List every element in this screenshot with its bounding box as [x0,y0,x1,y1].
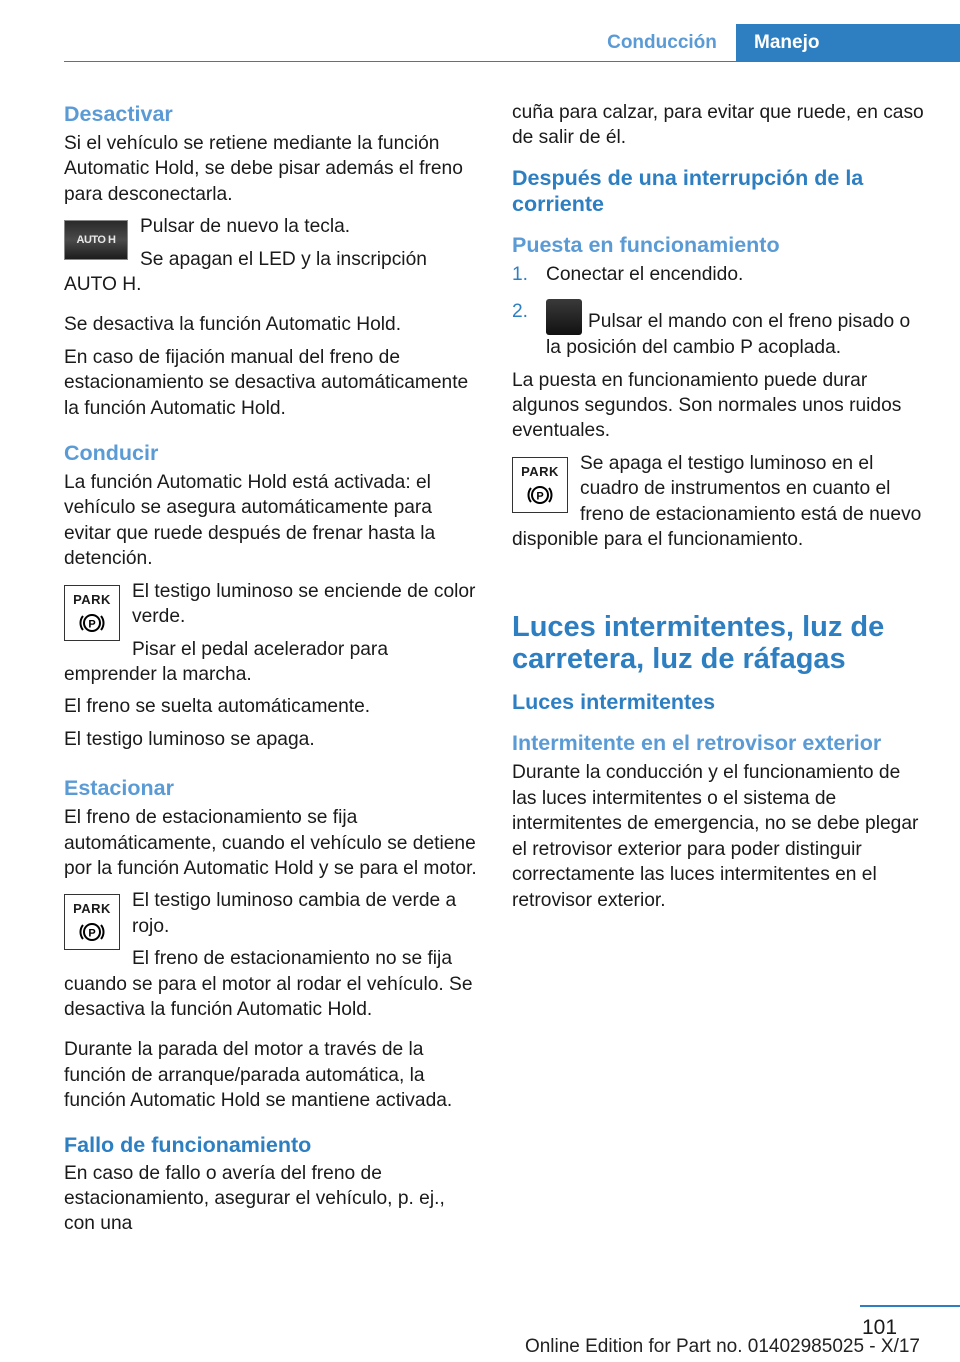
heading-estacionar: Estacionar [64,776,174,801]
footer-rule [860,1305,960,1307]
conducir-icon-block [64,579,478,695]
heading-luces-intermitentes: Luces intermitentes [512,690,716,715]
conducir-p3: El testigo luminoso se apaga. [64,728,315,750]
park-icon-label: PARK [73,901,111,917]
right-continuation: cuña para calzar, para evitar que ruede, en caso de salir de él. [512,102,924,149]
steps-list [512,262,928,361]
estacionar-icon-block [64,888,478,1029]
park-warning-icon [64,585,120,641]
list-item [512,262,928,287]
svg-text:P: P [536,490,544,503]
conducir-step2: Pisar el pedal acelerador para emprender la marcha. [64,638,388,685]
page-header [0,24,960,62]
heading-puesta: Puesta en funcionamiento [512,232,780,257]
list-item [512,299,928,360]
brake-symbol-icon [79,610,105,636]
conducir-intro: La función Automatic Hold está activada: el vehículo se asegura automáticamente para evitar que ruede después de frenar hasta la detención. [64,472,436,570]
parking-brake-switch-icon [546,299,582,335]
estacionar-p2: Durante la parada del motor a través de la función de arranque/parada automática, la función Automatic Hold se mantiene activada. [64,1039,453,1112]
conducir-step1: El testigo luminoso se enciende de color verde. [132,580,476,628]
right-column [512,100,928,920]
auto-h-button-icon: AUTO H [64,220,128,260]
edition-line: Online Edition for Part no. 01402985025 - X/17 [524,1336,920,1357]
fallo-p1: En caso de fallo o avería del freno de estacionamiento, asegurar el vehículo, p. ej., con una [64,1162,445,1235]
header-rule [64,61,960,62]
step-text: Pulsar el mando con el freno pisado o la posición del cambio P acoplada. [546,311,911,359]
heading-retrovisor: Intermitente en el retrovisor exterior [512,731,882,756]
step-number: 2. [512,301,529,323]
brake-symbol-icon [527,482,553,508]
step-text: Conectar el encendido. [546,263,744,285]
estacionar-step2: El freno de estacionamiento no se fija cuando se para el motor al rodar el vehículo. Se desactiva la función Automatic Hold. [64,948,473,1020]
svg-text:P: P [88,927,96,940]
brake-symbol-icon [79,919,105,945]
conducir-p2: El freno se suelta automáticamente. [64,696,371,718]
tab-manejo[interactable] [736,24,960,62]
park-warning-icon [64,894,120,950]
step-number: 1. [512,263,529,285]
svg-text:P: P [88,618,96,631]
desactivar-intro: Si el vehículo se retiene mediante la función Automatic Hold, se debe pisar además el freno para desconectarla. [64,133,463,205]
desactivar-icon-block [64,214,478,304]
interrupcion-p2: Se apaga el testigo luminoso en el cuadro de instrumentos en cuanto el freno de estacionamiento está de nuevo disponible para el funcionamiento. [512,452,922,551]
page-number: 101 [862,1316,898,1339]
park-icon-label: PARK [73,591,111,607]
heading-fallo: Fallo de funcionamiento [64,1132,312,1157]
heading-conducir: Conducir [64,441,159,466]
interrupcion-icon-block [512,451,928,560]
desactivar-step2: Se apagan el LED y la inscripción AUTO H. [64,248,427,296]
desactivar-p2: Se desactiva la función Automatic Hold. [64,314,402,336]
heading-interrupcion: Después de una interrupción de la corriente [512,165,864,216]
estacionar-intro: El freno de estacionamiento se fija automáticamente, cuando el vehículo se detiene por la función Automatic Hold y se para el motor. [64,807,477,879]
desactivar-step1: Pulsar de nuevo la tecla. [140,216,351,238]
desactivar-p3: En caso de fijación manual del freno de estacionamiento se desactiva automáticamente la función Automatic Hold. [64,346,469,419]
left-column [64,100,478,1244]
tab-manejo-label: Manejo [754,32,820,53]
luces-p1: Durante la conducción y el funcionamiento de las luces intermitentes o el sistema de intermitentes de emergencia, no se debe plegar el retrovisor exterior para poder distinguir correctamente las luces intermitentes en el retrovisor exterior. [512,762,919,911]
park-icon-label: PARK [521,463,559,479]
interrupcion-p1: La puesta en funcionamiento puede durar algunos segundos. Son normales unos ruidos eventuales. [512,369,902,442]
heading-luces: Luces intermitentes, luz de carretera, luz de ráfagas [512,611,885,676]
park-warning-icon [512,457,568,513]
estacionar-step1: El testigo luminoso cambia de verde a rojo. [132,890,457,937]
heading-desactivar: Desactivar [64,102,173,126]
tab-conduccion[interactable]: Conducción [607,32,717,53]
